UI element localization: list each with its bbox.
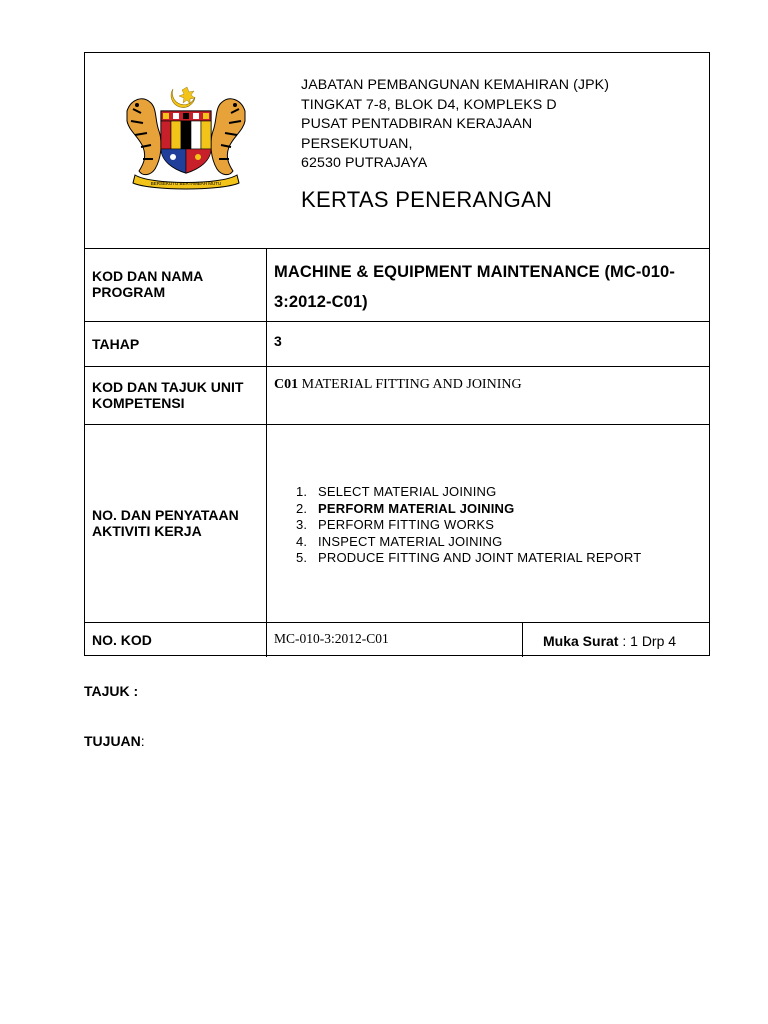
sheet-header bbox=[85, 53, 709, 249]
address-line: PERSEKUTUAN, bbox=[301, 135, 413, 152]
activities-label: NO. DAN PENYATAAN AKTIVITI KERJA bbox=[85, 425, 267, 622]
tahap-value: 3 bbox=[274, 333, 282, 349]
coat-of-arms-icon bbox=[121, 81, 251, 191]
activity-item-current: 2. PERFORM MATERIAL JOINING bbox=[296, 500, 515, 516]
tujuan-label: TUJUAN bbox=[84, 733, 141, 749]
unit-label: KOD DAN TAJUK UNIT KOMPETENSI bbox=[85, 367, 267, 424]
page-number bbox=[523, 623, 709, 657]
kod-row bbox=[85, 623, 709, 657]
program-name: MACHINE & EQUIPMENT MAINTENANCE (MC-010-3:2012-C01) bbox=[274, 263, 675, 311]
program-label: KOD DAN NAMA PROGRAM bbox=[85, 249, 267, 321]
activity-item: 5. PRODUCE FITTING AND JOINT MATERIAL REPORT bbox=[296, 550, 642, 565]
page-label: Muka Surat bbox=[543, 633, 619, 649]
kod-label: NO. KOD bbox=[85, 623, 267, 657]
address-line: 62530 PUTRAJAYA bbox=[301, 155, 428, 171]
activities-value-cell bbox=[267, 425, 709, 622]
crest-motto-text: BERSEKUTU BERTAMBAH MUTU bbox=[150, 181, 222, 186]
unit-code: C01 bbox=[274, 377, 299, 392]
activities-row bbox=[85, 425, 709, 623]
kod-value: MC-010-3:2012-C01 bbox=[267, 623, 523, 657]
tajuk-label: TAJUK : bbox=[84, 683, 139, 699]
program-row bbox=[85, 249, 709, 322]
program-value-cell bbox=[267, 249, 709, 321]
activity-list bbox=[296, 484, 641, 567]
info-sheet bbox=[84, 52, 710, 656]
tahap-value-cell bbox=[267, 322, 709, 366]
tujuan-colon: : bbox=[140, 733, 145, 749]
activity-item: 1. SELECT MATERIAL JOINING bbox=[296, 484, 497, 499]
activity-item: 4. INSPECT MATERIAL JOINING bbox=[296, 533, 503, 549]
address-line: JABATAN PEMBANGUNAN KEMAHIRAN (JPK) bbox=[301, 77, 610, 93]
tujuan-heading bbox=[84, 733, 145, 749]
tahap-label: TAHAP bbox=[85, 322, 267, 366]
unit-title: MATERIAL FITTING AND JOINING bbox=[301, 377, 522, 392]
address-line: PUSAT PENTADBIRAN KERAJAAN bbox=[301, 116, 533, 132]
agency-address bbox=[301, 76, 609, 174]
activity-item: 3. PERFORM FITTING WORKS bbox=[296, 517, 495, 532]
address-line: TINGKAT 7-8, BLOK D4, KOMPLEKS D bbox=[301, 96, 557, 113]
unit-value-cell bbox=[267, 367, 709, 424]
page-value: : 1 Drp 4 bbox=[618, 633, 677, 649]
tahap-row bbox=[85, 322, 709, 367]
document-title: KERTAS PENERANGAN bbox=[301, 187, 553, 212]
unit-row bbox=[85, 367, 709, 425]
